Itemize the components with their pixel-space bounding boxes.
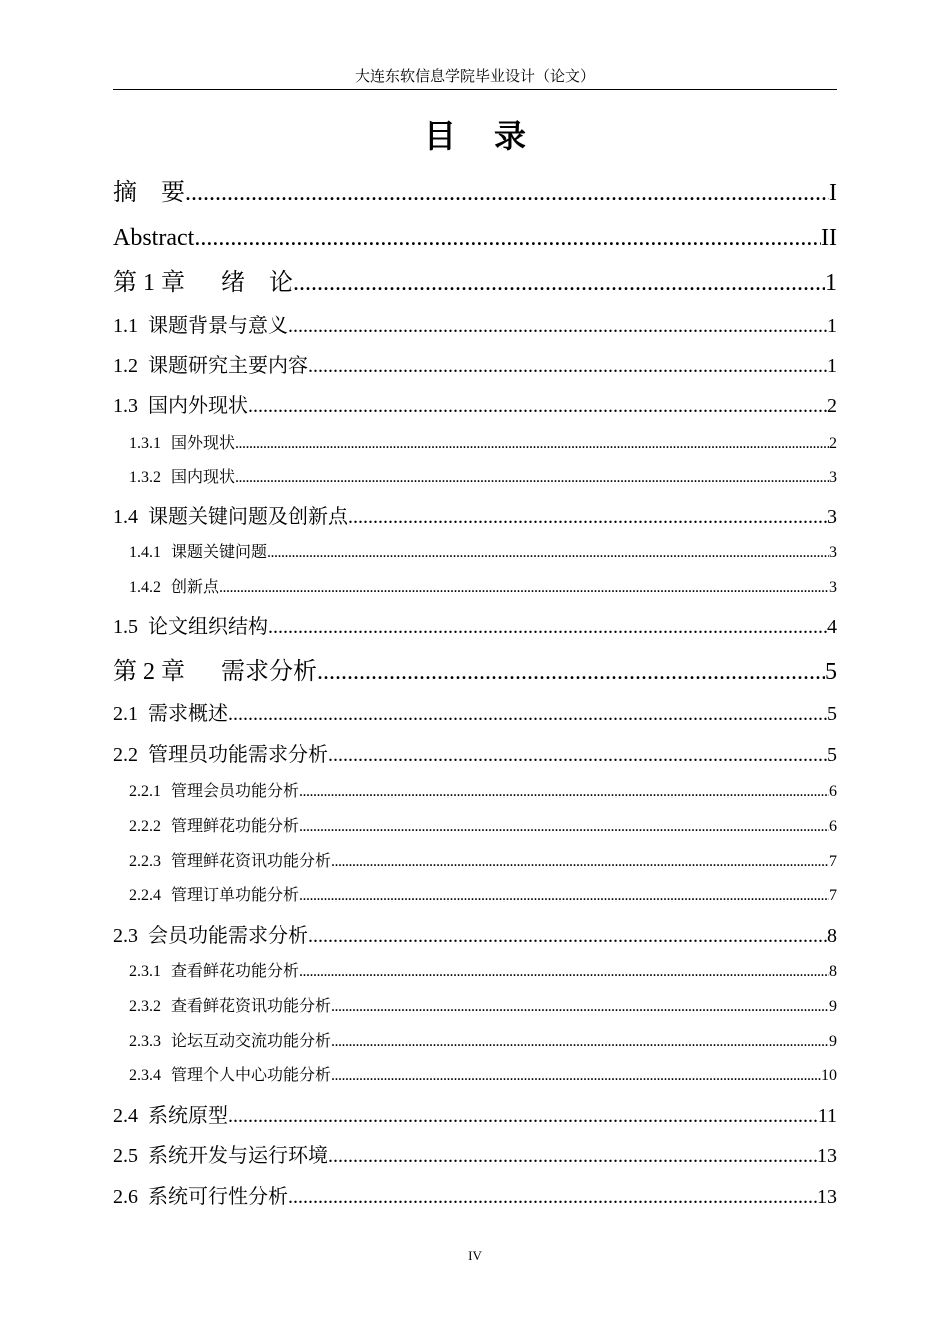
toc-entry[interactable] <box>113 313 837 339</box>
toc-entry-text: 需求概述 <box>148 703 228 725</box>
toc-entry-label <box>113 313 288 339</box>
toc-entry-label <box>129 962 299 982</box>
toc-entry-label <box>113 701 228 727</box>
toc-entry[interactable] <box>113 1032 837 1052</box>
toc-entry-text: 管理订单功能分析 <box>171 887 300 904</box>
toc-entry-page: 5 <box>825 659 837 685</box>
page-header: 大连东软信息学院毕业设计（论文） <box>354 69 595 85</box>
toc-entry-number: 2.2.1 <box>129 783 161 800</box>
toc-entry-page: 9 <box>829 998 837 1015</box>
toc-entry[interactable] <box>113 1103 837 1129</box>
toc-entry-number: 2.3.4 <box>129 1067 161 1084</box>
toc-entry-label <box>129 817 299 837</box>
toc-entry-label <box>113 178 185 208</box>
toc-entry-text: 管理会员功能分析 <box>171 783 300 800</box>
toc-entry-label <box>129 1032 331 1052</box>
toc-entry-label <box>129 852 331 872</box>
toc-entry[interactable] <box>113 268 837 298</box>
toc-title <box>113 112 837 160</box>
toc-dot-leader <box>219 578 829 598</box>
toc-entry[interactable] <box>113 657 837 687</box>
toc-entry-text: 查看鲜花功能分析 <box>171 963 300 980</box>
toc-entry[interactable] <box>113 614 837 640</box>
toc-entry[interactable] <box>113 393 837 419</box>
toc-entry-page: 8 <box>827 925 837 947</box>
toc-entry-number: 2.5 <box>113 1145 138 1167</box>
toc-dot-leader <box>317 657 825 687</box>
toc-entry-label <box>113 1103 228 1129</box>
toc-entry-number: 1.3.1 <box>129 435 161 452</box>
toc-entry-number: 1.4 <box>113 506 138 528</box>
toc-entry[interactable] <box>113 504 837 530</box>
toc-entry-number: 2.1 <box>113 703 138 725</box>
toc-entry-label <box>113 223 194 253</box>
toc-entry-number: 1.4.2 <box>129 579 161 596</box>
toc-entry-label <box>129 886 299 906</box>
toc-entry-page: 13 <box>817 1186 837 1208</box>
toc-entry[interactable] <box>113 353 837 379</box>
toc-entry-number: 2.3.2 <box>129 998 161 1015</box>
toc-entry[interactable] <box>113 997 837 1017</box>
toc-entry-page: II <box>821 225 837 251</box>
toc-entry-page: 2 <box>829 435 837 452</box>
toc-entry[interactable] <box>113 782 837 802</box>
toc-entry[interactable] <box>113 1066 837 1086</box>
toc-entry-text: 系统可行性分析 <box>148 1186 288 1208</box>
toc-entry[interactable] <box>113 468 837 488</box>
toc-entry-number: 1.5 <box>113 616 138 638</box>
toc-entry-number: 2.2.4 <box>129 887 161 904</box>
toc-entry-number: 2.3.1 <box>129 963 161 980</box>
toc-entry-page: 5 <box>827 744 837 766</box>
toc-entry-page: 3 <box>829 544 837 561</box>
toc-entry-number: 2.2.3 <box>129 853 161 870</box>
toc-dot-leader <box>299 886 829 906</box>
toc-entry-label <box>129 578 219 598</box>
toc-entry-number: 2.2.2 <box>129 818 161 835</box>
toc-entry-number: 1.2 <box>113 355 138 377</box>
toc-dot-leader <box>331 1032 829 1052</box>
toc-entry-text: 会员功能需求分析 <box>148 925 308 947</box>
toc-dot-leader <box>308 923 827 949</box>
toc-entry-label <box>113 923 308 949</box>
toc-entry-page: 10 <box>821 1067 837 1084</box>
page-number: IV <box>468 1248 482 1263</box>
toc-entry-page: 2 <box>827 395 837 417</box>
toc-dot-leader <box>293 268 825 298</box>
toc-entry-label <box>113 353 308 379</box>
toc-entry-number: 1.1 <box>113 315 138 337</box>
toc-dot-leader <box>267 543 829 563</box>
toc-entry[interactable] <box>113 434 837 454</box>
toc-entry-label <box>113 1143 328 1169</box>
toc-entry-text: 系统原型 <box>148 1105 228 1127</box>
toc-entry-number: 第 1 章 <box>113 270 185 296</box>
header-rule <box>113 89 837 90</box>
toc-entry-text: 国内现状 <box>171 469 236 486</box>
toc-dot-leader <box>328 1143 817 1169</box>
toc-entry-text: 管理个人中心功能分析 <box>171 1067 332 1084</box>
toc-dot-leader <box>228 1103 818 1129</box>
toc-entry-label <box>129 782 299 802</box>
toc-entry-page: 7 <box>829 887 837 904</box>
toc-entry-text: 课题关键问题 <box>171 544 268 561</box>
toc-title-part2: 录 <box>494 118 527 154</box>
toc-entry-label <box>113 742 328 768</box>
toc-entry-label <box>113 1184 288 1210</box>
toc-entry[interactable] <box>113 742 837 768</box>
toc-entry[interactable] <box>113 1143 837 1169</box>
toc-entry-label <box>113 393 248 419</box>
toc-entry-page: 1 <box>827 315 837 337</box>
toc-entry-label <box>129 434 235 454</box>
toc-entry-number: 2.3.3 <box>129 1033 161 1050</box>
toc-entry-text: 需求分析 <box>221 659 317 685</box>
toc-entry-number: 1.3.2 <box>129 469 161 486</box>
toc-entry-label <box>113 657 317 687</box>
toc-entry-page: 1 <box>825 270 837 296</box>
toc-entry-page: 7 <box>829 853 837 870</box>
toc-entry-text: 管理员功能需求分析 <box>148 744 328 766</box>
toc-entry-page: 4 <box>827 616 837 638</box>
toc-entry-number: 2.2 <box>113 744 138 766</box>
toc-entry-text: 绪 论 <box>221 270 293 296</box>
toc-entry-page: 13 <box>817 1145 837 1167</box>
toc-entry-label <box>113 614 268 640</box>
toc-entry-label <box>129 997 331 1017</box>
toc-entry-number: 2.6 <box>113 1186 138 1208</box>
toc-dot-leader <box>228 701 827 727</box>
toc-dot-leader <box>331 1066 821 1086</box>
toc-entry[interactable] <box>113 1184 837 1210</box>
toc-entry-number: 2.3 <box>113 925 138 947</box>
toc-entry-page: 5 <box>827 703 837 725</box>
toc-entry-text: 摘 要 <box>113 180 185 206</box>
toc-entry[interactable] <box>113 543 837 563</box>
toc-entry[interactable] <box>113 178 837 208</box>
toc-entry-text: Abstract <box>113 225 195 251</box>
toc-entry-page: I <box>829 180 837 206</box>
toc-entry-text: 管理鲜花功能分析 <box>171 818 300 835</box>
toc-entry[interactable] <box>113 962 837 982</box>
toc-dot-leader <box>268 614 827 640</box>
toc-entry-page: 1 <box>827 355 837 377</box>
toc-dot-leader <box>185 178 829 208</box>
toc-entry-number: 1.3 <box>113 395 138 417</box>
toc-entry-number: 2.4 <box>113 1105 138 1127</box>
toc-entry[interactable] <box>113 223 837 253</box>
toc-entry-text: 课题背景与意义 <box>148 315 288 337</box>
toc-dot-leader <box>299 962 829 982</box>
toc-dot-leader <box>299 817 829 837</box>
toc-dot-leader <box>308 353 827 379</box>
toc-entry[interactable] <box>113 852 837 872</box>
toc-entry[interactable] <box>113 817 837 837</box>
toc-dot-leader <box>331 852 829 872</box>
toc-dot-leader <box>299 782 829 802</box>
toc-entry-text: 国内外现状 <box>148 395 248 417</box>
toc-entry[interactable] <box>113 923 837 949</box>
toc-entry-page: 3 <box>827 506 837 528</box>
toc-entry-page: 3 <box>829 579 837 596</box>
toc-entry-text: 国外现状 <box>171 435 236 452</box>
toc-entry-text: 创新点 <box>171 579 220 596</box>
toc-dot-leader <box>328 742 827 768</box>
toc-dot-leader <box>348 504 827 530</box>
toc-entry-page: 6 <box>829 783 837 800</box>
toc-dot-leader <box>235 434 829 454</box>
toc-entry-label <box>129 1066 331 1086</box>
toc-dot-leader <box>288 313 827 339</box>
toc-entry-page: 8 <box>829 963 837 980</box>
toc-entry-text: 管理鲜花资讯功能分析 <box>171 853 332 870</box>
toc-entry-text: 课题关键问题及创新点 <box>148 506 348 528</box>
toc-entry-text: 论坛互动交流功能分析 <box>171 1033 332 1050</box>
toc-entry-number: 1.4.1 <box>129 544 161 561</box>
toc-entry-page: 3 <box>829 469 837 486</box>
toc-entry-page: 6 <box>829 818 837 835</box>
toc-entry-text: 系统开发与运行环境 <box>148 1145 328 1167</box>
toc-dot-leader <box>248 393 827 419</box>
toc-entry-page: 11 <box>817 1105 837 1127</box>
toc-dot-leader <box>194 223 821 253</box>
toc-dot-leader <box>288 1184 817 1210</box>
toc-entry-label <box>113 268 293 298</box>
toc-entry[interactable] <box>113 578 837 598</box>
toc-entry[interactable] <box>113 886 837 906</box>
toc-entry-number: 第 2 章 <box>113 659 185 685</box>
toc-entry-text: 查看鲜花资讯功能分析 <box>171 998 332 1015</box>
toc-entry-label <box>113 504 348 530</box>
toc-dot-leader <box>235 468 829 488</box>
toc-entry-label <box>129 468 235 488</box>
toc-entry[interactable] <box>113 701 837 727</box>
toc-entry-text: 论文组织结构 <box>148 616 268 638</box>
toc-entry-page: 9 <box>829 1033 837 1050</box>
toc-title-part1: 目 <box>423 118 456 154</box>
toc-entry-label <box>129 543 267 563</box>
toc-entry-text: 课题研究主要内容 <box>148 355 308 377</box>
toc-dot-leader <box>331 997 829 1017</box>
